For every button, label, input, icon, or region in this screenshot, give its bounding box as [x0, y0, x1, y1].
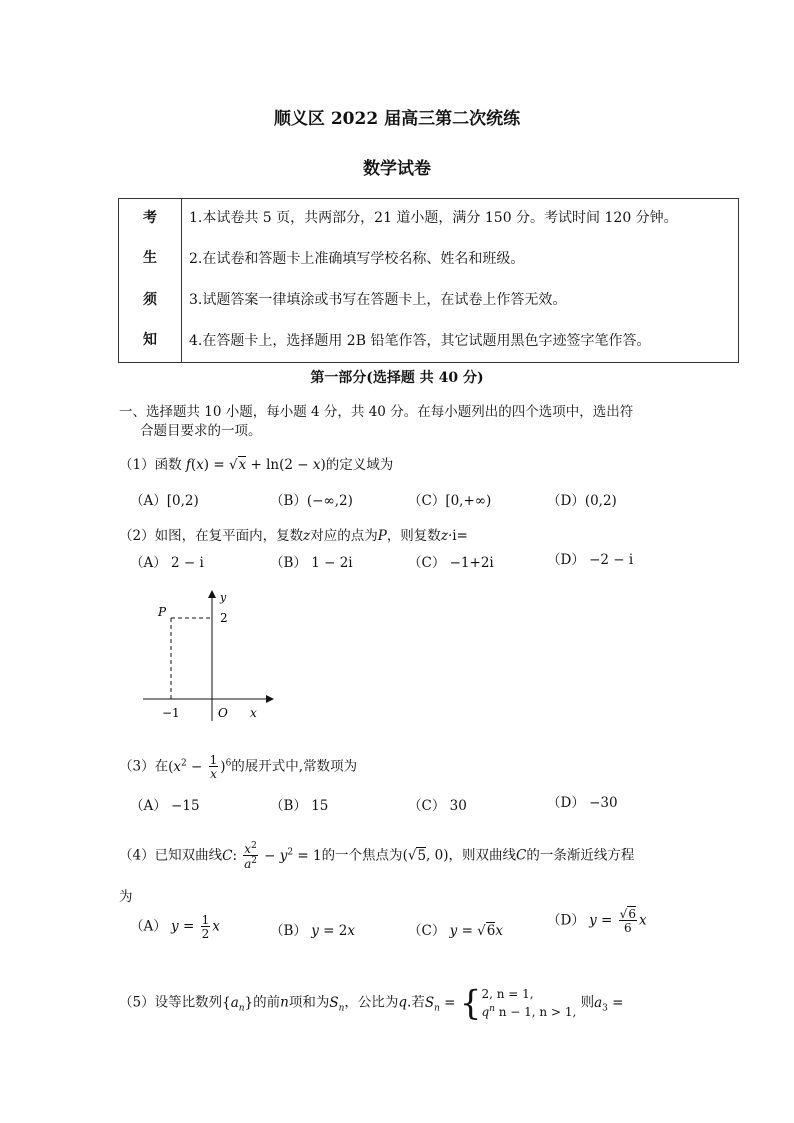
case-line: n − 1, n > 1, [498, 1005, 577, 1019]
part1-heading: 第一部分(选择题 共 40 分) [310, 370, 484, 386]
formula: $\{a_n\}$ [222, 994, 254, 1014]
question-text: 项和为 [288, 994, 330, 1011]
x-tick-label: −1 [162, 706, 180, 720]
question-text: ，则复数 [386, 528, 441, 544]
notice-divider [181, 199, 182, 362]
formula: $a_3$ = [594, 994, 624, 1014]
option-c[interactable]: （C） y = √6x [408, 923, 503, 939]
question-4 [119, 842, 634, 870]
x-axis-arrow-icon [266, 695, 274, 703]
formula: q [398, 994, 408, 1011]
question-text: 则 [580, 994, 595, 1011]
formula: ($x^2$ − $\frac{1}{x}$ )$^6$ [168, 753, 232, 781]
question-number: （2） [119, 528, 155, 544]
option-letter: （A） [130, 918, 167, 935]
option-letter: （C） [408, 923, 446, 939]
option-c[interactable]: （C）[0,+∞) [408, 493, 492, 509]
page-title: 顺义区 2022 届高三第二次统练 [273, 109, 521, 129]
formula: f(x) = √x + ln(2 − x) [185, 457, 326, 473]
question-text: 已知双曲线 [154, 847, 223, 864]
option-d[interactable]: （D） −2 − i [547, 552, 634, 568]
question-text: 的展开式中,常数项为 [231, 758, 358, 775]
formula: C: $\frac{x^2}{a^2}$ − $y^2 = 1$ [222, 841, 322, 871]
option-d[interactable]: （D） −30 [547, 795, 618, 811]
question-text: 在 [154, 758, 169, 775]
question-number: （4） [119, 847, 155, 864]
question-text: 函数 [154, 457, 182, 473]
notice-line: 1.本试卷共 5 页，共两部分，21 道小题，满分 150 分。考试时间 120 分钟。 [189, 210, 678, 226]
question-text: ，公比为 [344, 994, 399, 1011]
question-text: 的定义域为 [325, 457, 394, 473]
question-text: 的一条渐近线方程 [526, 847, 635, 864]
question-text: ，则双曲线 [448, 847, 516, 864]
option-d[interactable]: （D） y = $\frac{√6}{6}$ x [547, 907, 647, 935]
question-text: = [456, 528, 468, 544]
option-b[interactable]: （B） 15 [270, 798, 329, 814]
formula: $S_n$ = { 2, n = 1, $q^n$ n − 1, n > 1, [424, 983, 577, 1023]
notice-char: 生 [143, 250, 157, 266]
notice-line: 4.在答题卡上，选择题用 2B 铅笔作答，其它试题用黑色字迹签字笔作答。 [189, 333, 651, 349]
option-b[interactable]: （B） 1 − 2i [270, 555, 353, 571]
option-a[interactable]: （A） 2 − i [130, 555, 204, 571]
option-a[interactable]: （A） y = $\frac{1}{2}$ x [130, 913, 220, 941]
complex-plane-figure [138, 586, 278, 726]
formula: z·i [440, 528, 457, 544]
page-subtitle: 数学试卷 [363, 159, 431, 179]
notice-char: 知 [143, 332, 157, 348]
option-c[interactable]: （C） −1+2i [408, 555, 494, 571]
question-1 [119, 453, 393, 473]
question-2 [119, 524, 468, 544]
origin-label: O [218, 706, 228, 720]
part1-instruction: 一、选择题共 10 小题，每小题 4 分，共 40 分。在每小题列出的四个选项中，选出符 [119, 404, 634, 420]
question-text: 如图，在复平面内，复数 [154, 528, 304, 544]
x-axis-label: x [250, 706, 257, 720]
point-label-p: P [158, 605, 167, 619]
question-number: （1） [119, 457, 155, 473]
formula: (√5, 0) [402, 847, 449, 864]
question-text: 的一个焦点为 [321, 847, 403, 864]
question-text: 的前 [253, 994, 281, 1011]
option-b[interactable]: （B） y = 2x [270, 923, 355, 939]
formula: C [515, 847, 527, 864]
notice-char: 须 [143, 292, 157, 308]
option-c[interactable]: （C） 30 [408, 798, 467, 814]
formula: $S_n$ [329, 994, 345, 1014]
formula: P [377, 528, 387, 544]
option-letter: （B） [270, 923, 307, 939]
y-axis-arrow-icon [208, 590, 216, 598]
option-a[interactable]: （A） −15 [130, 798, 200, 814]
notice-line: 3.试题答案一律填涂或书写在答题卡上，在试卷上作答无效。 [189, 292, 567, 308]
option-d[interactable]: （D）(0,2) [547, 493, 617, 509]
question-4-cont: 为 [119, 889, 133, 905]
question-text: 设等比数列 [154, 994, 223, 1011]
y-axis-label: y [220, 591, 227, 604]
notice-char: 考 [143, 210, 157, 226]
y-tick-label: 2 [220, 611, 228, 625]
option-letter: （D） [547, 912, 585, 929]
part1-instruction-cont: 合题目要求的一项。 [140, 423, 262, 439]
question-3 [119, 754, 357, 780]
option-a[interactable]: （A）[0,2) [130, 493, 199, 509]
option-b[interactable]: （B）(−∞,2) [270, 493, 353, 509]
question-text: .若 [407, 994, 425, 1011]
question-number: （3） [119, 758, 155, 775]
case-line: 2, n = 1, [481, 987, 534, 1001]
formula: z [303, 528, 311, 544]
exam-notice-box [118, 198, 739, 363]
question-5 [119, 983, 624, 1023]
question-number: （5） [119, 994, 155, 1011]
notice-line: 2.在试卷和答题卡上准确填写学校名称、姓名和班级。 [189, 251, 525, 267]
question-text: 对应的点为 [310, 528, 378, 544]
formula: n [280, 994, 289, 1011]
